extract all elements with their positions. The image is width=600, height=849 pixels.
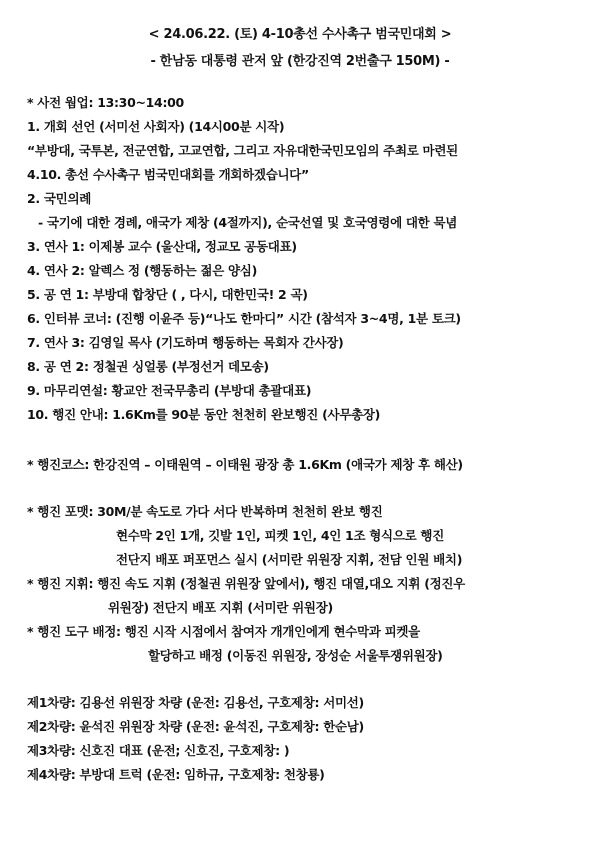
document-subtitle: - 한남동 대통령 관저 앞 (한강진역 2번출구 150M) - bbox=[150, 54, 450, 69]
program-item: 7. 연사 3: 김영일 목사 (기도하며 행동하는 목회자 간사장) bbox=[27, 335, 344, 350]
march-format: 현수막 2인 1개, 깃발 1인, 피켓 1인, 4인 1조 형식으로 행진 bbox=[116, 528, 444, 543]
program-item: 8. 공 연 2: 정철권 싱얼롱 (부정선거 데모송) bbox=[27, 359, 269, 374]
march-course: * 행진코스: 한강진역 – 이태원역 – 이태원 광장 총 1.6Km (애국가 제창 후 해산) bbox=[27, 457, 463, 472]
program-item: 6. 인터뷰 코너: (진행 이윤주 등)“나도 한마디” 시간 (참석자 3~4명, 1분 토크) bbox=[27, 311, 461, 326]
program-item: 1. 개회 선언 (서미선 사회자) (14시00분 시작) bbox=[27, 119, 285, 134]
march-command: 위원장) 전단지 배포 지휘 (서미란 위원장) bbox=[108, 600, 333, 615]
program-item: 9. 마무리연설: 황교안 전국무총리 (부방대 총괄대표) bbox=[27, 383, 312, 398]
program-item: “부방대, 국투본, 전군연합, 고교연합, 그리고 자유대한국민모임의 주최로 마련된 bbox=[27, 143, 458, 158]
march-tools: 할당하고 배정 (이동진 위원장, 장성순 서울투쟁위원장) bbox=[148, 648, 443, 663]
vehicle-line: 제3차량: 신호진 대표 (운전; 신호진, 구호제창: ) bbox=[27, 743, 290, 758]
program-item: - 국기에 대한 경례, 애국가 제창 (4절까지), 순국선열 및 호국영령에 대한 묵념 bbox=[38, 215, 458, 230]
march-command: * 행진 지휘: 행진 속도 지휘 (정철권 위원장 앞에서), 행진 대열,대오 지휘 (정진우 bbox=[27, 576, 465, 591]
vehicle-line: 제4차량: 부방대 트럭 (운전: 임하규, 구호제창: 천창룡) bbox=[27, 767, 325, 782]
program-item: 5. 공 연 1: 부방대 합창단 ( , 다시, 대한민국! 2 곡) bbox=[27, 287, 308, 302]
program-item: 3. 연사 1: 이제봉 교수 (울산대, 정교모 공동대표) bbox=[27, 239, 297, 254]
vehicle-line: 제2차량: 윤석진 위원장 차량 (운전: 윤석진, 구호제창: 한순남) bbox=[27, 719, 364, 734]
program-item: 4. 연사 2: 알렉스 정 (행동하는 젊은 양심) bbox=[27, 263, 257, 278]
program-item: 10. 행진 안내: 1.6Km를 90분 동안 천천히 완보행진 (사무총장) bbox=[27, 407, 381, 422]
program-item: 4.10. 총선 수사촉구 범국민대회를 개회하겠습니다” bbox=[27, 167, 309, 182]
march-format: * 행진 포맷: 30M/분 속도로 가다 서다 반복하며 천천히 완보 행진 bbox=[27, 504, 383, 519]
march-format: 전단지 배포 퍼포먼스 실시 (서미란 위원장 지휘, 전담 인원 배치) bbox=[116, 552, 463, 567]
march-tools: * 행진 도구 배정: 행진 시작 시점에서 참여자 개개인에게 현수막과 피켓을 bbox=[27, 624, 420, 639]
document-title: < 24.06.22. (토) 4-10총선 수사촉구 범국민대회 > bbox=[148, 27, 452, 42]
program-item: 2. 국민의례 bbox=[27, 191, 91, 206]
warmup-line: * 사전 웜업: 13:30~14:00 bbox=[27, 95, 184, 110]
vehicle-line: 제1차량: 김용선 위원장 차량 (운전: 김용선, 구호제창: 서미선) bbox=[27, 695, 364, 710]
